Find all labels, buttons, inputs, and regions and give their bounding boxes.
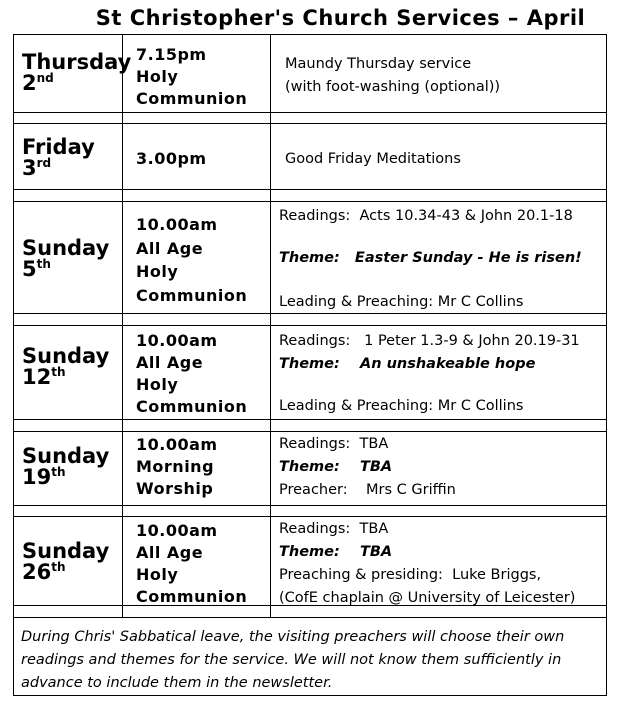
service-cell: 7.15pm Holy Communion	[136, 45, 248, 108]
details-cell	[279, 433, 456, 502]
column-divider	[122, 35, 123, 617]
service-cell: 10.00am Morning Worship	[136, 435, 218, 498]
leader-note: (CofE chaplain @ University of Leicester)	[279, 590, 576, 606]
row-divider	[14, 189, 606, 190]
day-cell: Sunday 19th	[22, 444, 110, 489]
day-cell: Sunday 5th	[22, 236, 110, 281]
day-cell: Thursday 2nd	[22, 50, 132, 95]
service-cell: 10.00am All Age Holy Communion	[136, 521, 248, 606]
theme: Theme: Easter Sunday - He is risen!	[279, 250, 582, 266]
row-divider	[14, 419, 606, 420]
theme: Theme: TBA	[279, 459, 393, 475]
row-divider	[14, 431, 606, 432]
readings: Readings: TBA	[279, 436, 389, 452]
leader: Leading & Preaching: Mr C Collins	[279, 294, 524, 310]
readings: Readings: Acts 10.34-43 & John 20.1-18	[279, 208, 573, 224]
row-divider	[14, 325, 606, 326]
row-divider	[14, 505, 606, 506]
service-cell: 3.00pm	[136, 149, 207, 168]
row-divider	[14, 617, 606, 618]
service-cell: 10.00am All Age Holy Communion	[136, 331, 248, 416]
details-cell: Maundy Thursday service (with foot-washing (optional))	[285, 56, 501, 95]
leader: Leading & Preaching: Mr C Collins	[279, 398, 524, 414]
sabbatical-note: During Chris' Sabbatical leave, the visiting preachers will choose their own readings and themes for the service. We will not know them sufficiently in advance to include them in the newsletter.	[21, 629, 565, 691]
column-divider	[270, 35, 271, 617]
day-cell: Sunday 26th	[22, 539, 110, 584]
row-divider	[14, 201, 606, 202]
theme: Theme: TBA	[279, 544, 393, 560]
day-cell: Sunday 12th	[22, 344, 110, 389]
service-cell: 10.00am All Age Holy Communion	[136, 215, 248, 305]
row-divider	[14, 112, 606, 113]
details-cell	[279, 330, 580, 418]
day-cell: Friday 3rd	[22, 135, 95, 180]
details-cell	[279, 518, 575, 610]
row-divider	[14, 516, 606, 517]
row-divider	[14, 123, 606, 124]
page-title: St Christopher's Church Services – April	[95, 6, 586, 30]
leader: Preaching & presiding: Luke Briggs,	[279, 567, 542, 583]
details-cell: Good Friday Meditations	[285, 151, 461, 167]
readings: Readings: 1 Peter 1.3-9 & John 20.19-31	[279, 333, 580, 349]
readings: Readings: TBA	[279, 521, 389, 537]
services-table	[13, 34, 607, 696]
theme: Theme: An unshakeable hope	[279, 356, 536, 372]
leader: Preacher: Mrs C Griffin	[279, 482, 456, 498]
details-cell	[279, 205, 582, 314]
